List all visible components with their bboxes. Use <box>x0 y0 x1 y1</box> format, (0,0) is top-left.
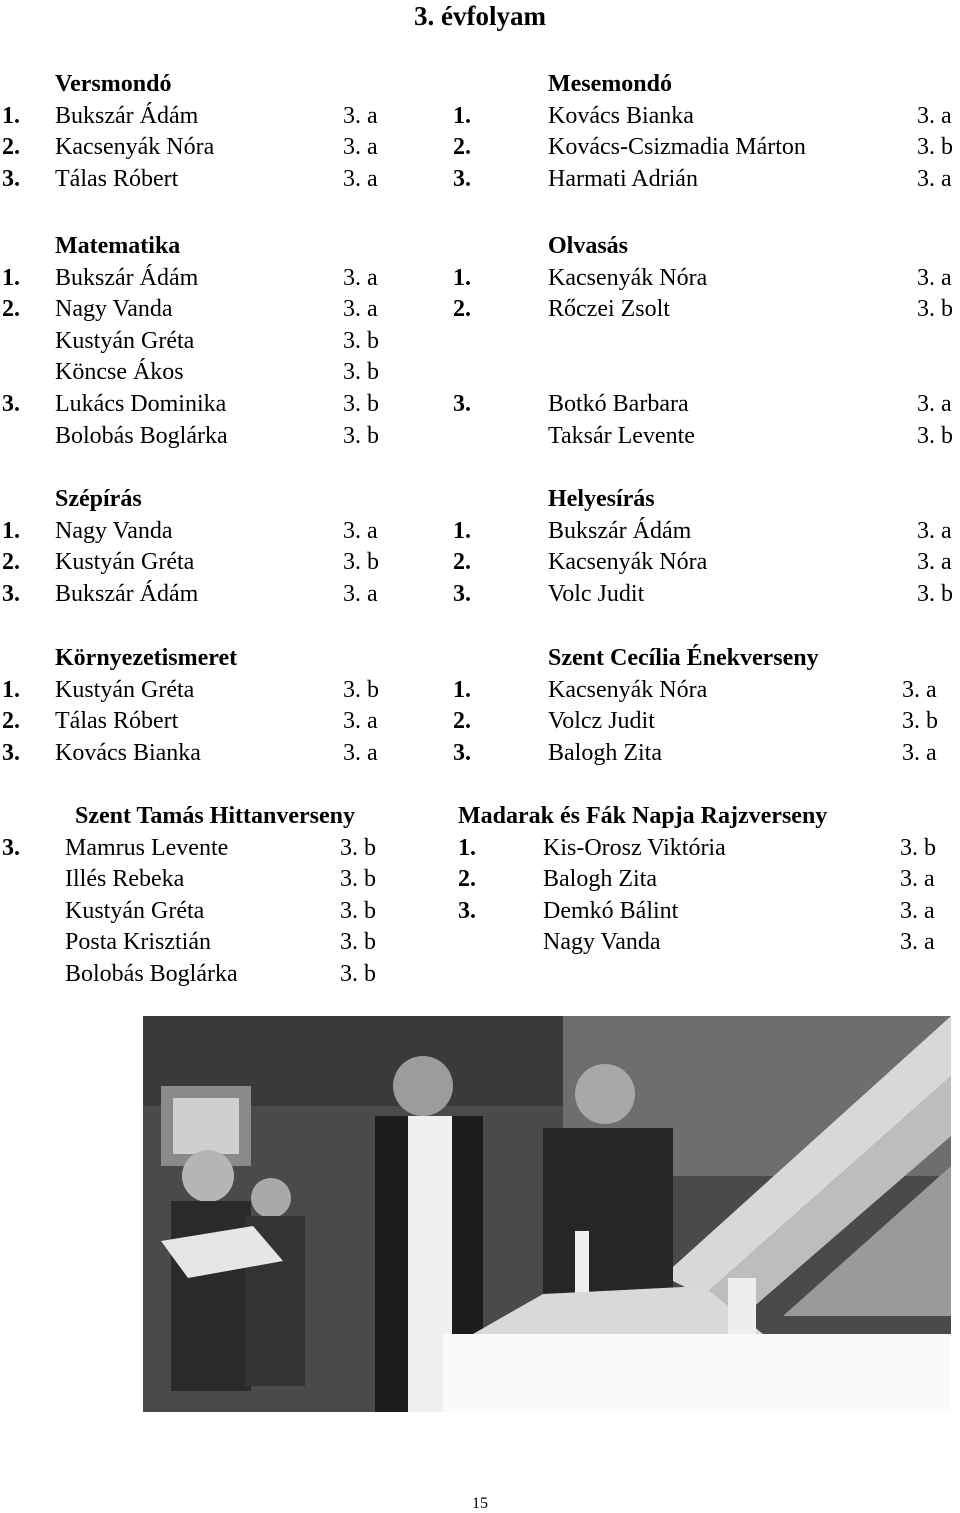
student-name: Kustyán Gréta <box>55 327 195 354</box>
student-name: Kovács-Csizmadia Márton <box>548 134 806 161</box>
class-label: 3. b <box>343 359 379 386</box>
class-label: 3. a <box>343 708 378 735</box>
student-name: Volcz Judit <box>548 708 655 735</box>
result-row <box>0 389 480 420</box>
result-row <box>453 864 933 895</box>
result-row <box>0 864 480 895</box>
class-label: 3. a <box>343 134 378 161</box>
rank: 3. <box>2 834 20 861</box>
rank: 3. <box>453 165 471 192</box>
student-name: Nagy Vanda <box>55 296 173 323</box>
student-name: Bukszár Ádám <box>55 580 199 607</box>
student-name: Tálas Róbert <box>55 708 179 735</box>
section-title: Versmondó <box>55 71 172 97</box>
result-row <box>0 675 480 706</box>
rank: 1. <box>453 264 471 291</box>
student-name: Mamrus Levente <box>65 834 229 861</box>
rank: 2. <box>453 296 471 323</box>
class-label: 3. b <box>917 134 953 161</box>
class-label: 3. a <box>900 866 935 893</box>
result-row <box>0 516 480 547</box>
result-row <box>0 263 480 294</box>
student-name: Kustyán Gréta <box>65 897 205 924</box>
result-row <box>0 326 480 357</box>
student-name: Rőczei Zsolt <box>548 296 670 323</box>
rank: 3. <box>2 165 20 192</box>
student-name: Lukács Dominika <box>55 391 227 417</box>
student-name: Botkó Barbara <box>548 391 689 417</box>
result-row <box>453 101 952 132</box>
class-label: 3. a <box>343 165 378 192</box>
class-label: 3. a <box>343 580 378 607</box>
class-label: 3. b <box>902 708 938 735</box>
class-label: 3. b <box>343 327 379 354</box>
rank: 2. <box>2 708 20 735</box>
result-row <box>0 738 480 769</box>
class-label: 3. b <box>900 834 936 861</box>
rank: 3. <box>2 580 20 607</box>
result-row <box>453 132 953 163</box>
result-row <box>0 164 480 195</box>
rank: 1. <box>453 102 471 129</box>
result-row <box>0 547 480 578</box>
class-label: 3. b <box>340 834 376 861</box>
class-label: 3. b <box>343 549 379 576</box>
rank: 3. <box>2 739 20 766</box>
rank: 2. <box>453 549 471 576</box>
result-row <box>0 579 480 610</box>
result-row <box>453 547 952 578</box>
event-photo <box>143 1016 951 1412</box>
result-row <box>0 294 480 325</box>
student-name: Bukszár Ádám <box>55 264 199 291</box>
class-label: 3. a <box>343 739 378 766</box>
section-title: Mesemondó <box>548 71 672 97</box>
result-row <box>0 833 480 864</box>
result-row <box>0 927 480 958</box>
result-row <box>453 516 952 547</box>
student-name: Kacsenyák Nóra <box>55 134 215 161</box>
class-label: 3. a <box>917 165 952 192</box>
section-title: Madarak és Fák Napja Rajzverseny <box>458 803 828 829</box>
rank: 2. <box>2 134 20 161</box>
section-title: Olvasás <box>548 233 629 259</box>
student-name: Bolobás Boglárka <box>65 961 238 987</box>
rank: 1. <box>453 517 471 544</box>
student-name: Kacsenyák Nóra <box>548 676 708 703</box>
result-row <box>453 326 933 357</box>
rank: 2. <box>2 549 20 576</box>
student-name: Kustyán Gréta <box>55 549 195 576</box>
section-title: Helyesírás <box>548 486 655 512</box>
result-row <box>453 738 937 769</box>
rank: 2. <box>2 296 20 323</box>
class-label: 3. b <box>917 422 953 449</box>
class-label: 3. a <box>917 264 952 291</box>
class-label: 3. b <box>343 422 379 449</box>
result-row <box>453 164 952 195</box>
result-row <box>453 294 953 325</box>
class-label: 3. a <box>917 102 952 129</box>
section-title: Matematika <box>55 233 181 259</box>
rank: 3. <box>453 739 471 766</box>
result-row <box>453 579 953 610</box>
student-name: Balogh Zita <box>543 866 657 893</box>
rank: 1. <box>2 102 20 129</box>
result-row <box>453 389 952 420</box>
section-title: Szépírás <box>55 486 142 512</box>
class-label: 3. a <box>917 549 952 576</box>
class-label: 3. a <box>917 391 952 417</box>
student-name: Bolobás Boglárka <box>55 422 228 449</box>
student-name: Taksár Levente <box>548 422 695 449</box>
rank: 3. <box>458 897 476 924</box>
result-row <box>0 421 480 452</box>
class-label: 3. a <box>902 739 937 766</box>
result-row <box>0 101 480 132</box>
class-label: 3. a <box>343 264 378 291</box>
rank: 1. <box>453 676 471 703</box>
result-row <box>453 706 938 737</box>
class-label: 3. a <box>343 102 378 129</box>
result-row <box>0 959 480 990</box>
class-label: 3. b <box>917 580 953 607</box>
class-label: 3. a <box>900 897 935 924</box>
rank: 1. <box>2 517 20 544</box>
class-label: 3. b <box>340 897 376 924</box>
class-label: 3. b <box>343 391 379 417</box>
section-title: Környezetismeret <box>55 645 238 671</box>
student-name: Tálas Róbert <box>55 165 179 192</box>
result-row <box>453 263 952 294</box>
section-title: Szent Tamás Hittanverseny <box>75 803 356 829</box>
rank: 2. <box>458 866 476 893</box>
student-name: Illés Rebeka <box>65 866 185 893</box>
class-label: 3. b <box>340 961 376 987</box>
rank: 1. <box>2 676 20 703</box>
student-name: Volc Judit <box>548 580 645 607</box>
student-name: Balogh Zita <box>548 739 662 766</box>
rank: 2. <box>453 134 471 161</box>
student-name: Köncse Ákos <box>55 359 184 386</box>
class-label: 3. b <box>917 296 953 323</box>
result-row <box>453 675 937 706</box>
result-row <box>453 927 933 958</box>
student-name: Demkó Bálint <box>543 897 679 924</box>
class-label: 3. a <box>343 517 378 544</box>
student-name: Kovács Bianka <box>55 739 201 766</box>
class-label: 3. a <box>902 676 937 703</box>
result-row <box>0 132 480 163</box>
student-name: Kustyán Gréta <box>55 676 195 703</box>
student-name: Harmati Adrián <box>548 165 698 192</box>
page-number: 15 <box>472 1495 488 1512</box>
rank: 3. <box>453 391 471 417</box>
student-name: Kacsenyák Nóra <box>548 549 708 576</box>
result-row <box>0 357 480 388</box>
result-row <box>453 896 933 927</box>
class-label: 3. a <box>917 517 952 544</box>
rank: 3. <box>2 391 20 417</box>
result-row <box>453 833 936 864</box>
result-row <box>0 896 480 927</box>
rank: 3. <box>453 580 471 607</box>
result-row <box>453 357 933 388</box>
result-row <box>453 421 953 452</box>
student-name: Posta Krisztián <box>65 929 211 956</box>
rank: 1. <box>458 834 476 861</box>
rank: 1. <box>2 264 20 291</box>
student-name: Bukszár Ádám <box>55 102 199 129</box>
class-label: 3. a <box>343 296 378 323</box>
class-label: 3. a <box>900 929 935 956</box>
student-name: Nagy Vanda <box>55 517 173 544</box>
student-name: Bukszár Ádám <box>548 517 692 544</box>
rank: 2. <box>453 708 471 735</box>
result-row <box>0 706 480 737</box>
section-title: Szent Cecília Énekverseny <box>548 645 819 671</box>
page-title: 3. évfolyam <box>414 1 546 31</box>
student-name: Nagy Vanda <box>543 929 661 956</box>
class-label: 3. b <box>340 866 376 893</box>
student-name: Kis-Orosz Viktória <box>543 834 726 861</box>
class-label: 3. b <box>343 676 379 703</box>
student-name: Kovács Bianka <box>548 102 694 129</box>
class-label: 3. b <box>340 929 376 956</box>
student-name: Kacsenyák Nóra <box>548 264 708 291</box>
